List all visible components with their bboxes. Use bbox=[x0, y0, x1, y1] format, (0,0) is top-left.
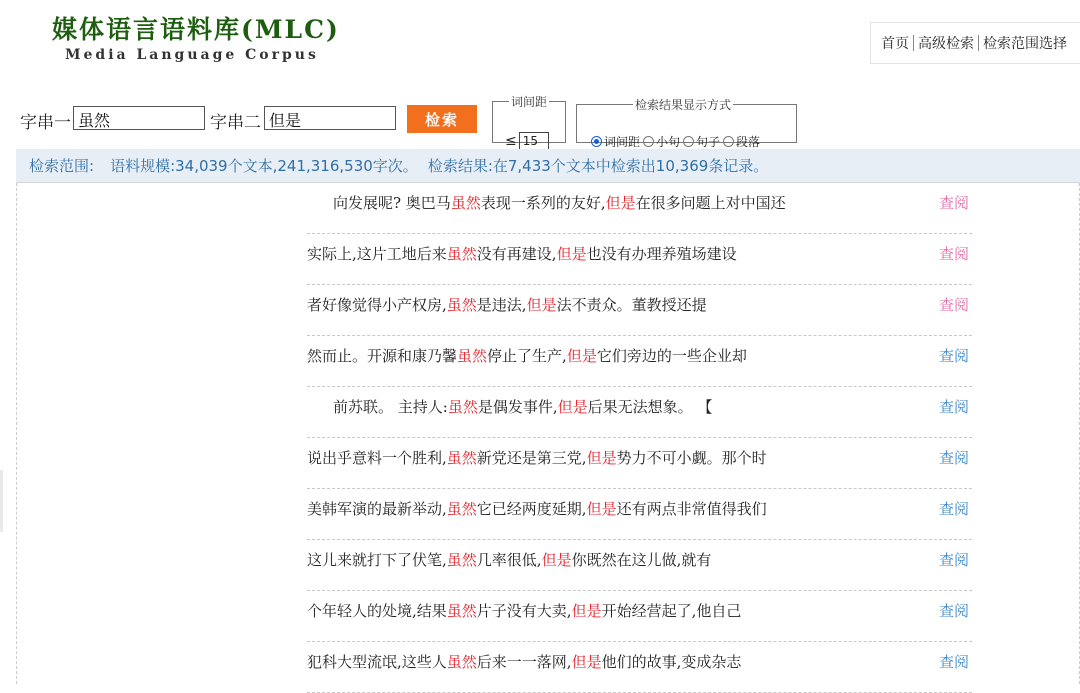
distance-group bbox=[492, 93, 566, 149]
keyword-1: 虽然 bbox=[446, 448, 477, 467]
search-button[interactable]: 检索 bbox=[407, 105, 477, 133]
context-after: 势力不可小觑。那个时 bbox=[616, 448, 767, 467]
string1-input[interactable]: 虽然 bbox=[73, 106, 205, 130]
concordance-line bbox=[307, 234, 737, 272]
result-summary: 检索结果:在7,433个文本中检索出10,369条记录。 bbox=[427, 157, 769, 175]
result-row bbox=[307, 438, 972, 489]
concordance-line bbox=[307, 489, 767, 527]
radio-selected-icon[interactable] bbox=[591, 136, 602, 147]
nav-scope-select[interactable]: 检索范围选择 bbox=[983, 36, 1067, 52]
keyword-2: 但是 bbox=[526, 295, 557, 314]
scroll-marker bbox=[0, 470, 3, 532]
distance-legend: 词间距 bbox=[511, 95, 548, 109]
keyword-1: 虽然 bbox=[457, 346, 488, 365]
context-after: 开始经营起了,他自己 bbox=[601, 601, 742, 620]
view-link[interactable]: 查阅 bbox=[939, 346, 970, 365]
context-before: 者好像觉得小产权房, bbox=[307, 295, 447, 314]
keyword-2: 但是 bbox=[571, 601, 602, 620]
view-link[interactable]: 查阅 bbox=[939, 295, 970, 314]
nav-home[interactable]: 首页 bbox=[881, 36, 909, 52]
context-after: 也没有办理养殖场建设 bbox=[586, 244, 737, 263]
view-link[interactable]: 查阅 bbox=[939, 397, 970, 416]
context-before: 前苏联。 主持人: bbox=[333, 397, 448, 416]
result-row bbox=[307, 285, 972, 336]
context-before: 美韩军演的最新举动, bbox=[307, 499, 447, 518]
status-bar bbox=[16, 149, 1080, 183]
keyword-2: 但是 bbox=[571, 652, 602, 671]
context-middle: 表现一系列的友好, bbox=[480, 193, 606, 212]
context-middle: 它已经两度延期, bbox=[476, 499, 587, 518]
corpus-scale: 语料规模:34,039个文本,241,316,530字次。 bbox=[110, 157, 418, 175]
logo-subtitle: Media Language Corpus bbox=[65, 47, 319, 63]
results-list bbox=[307, 183, 972, 693]
view-link[interactable]: 查阅 bbox=[939, 244, 970, 263]
keyword-2: 但是 bbox=[566, 346, 597, 365]
logo-title: 媒体语言语料库(MLC) bbox=[52, 15, 340, 44]
view-link[interactable]: 查阅 bbox=[939, 601, 970, 620]
nav-separator bbox=[978, 35, 979, 51]
result-row bbox=[307, 183, 972, 234]
display-mode-legend: 检索结果显示方式 bbox=[635, 98, 732, 112]
display-mode-group bbox=[576, 96, 797, 149]
context-before: 向发展呢? 奥巴马 bbox=[333, 193, 451, 212]
radio-distance[interactable]: 词间距 bbox=[591, 133, 640, 150]
keyword-2: 但是 bbox=[541, 550, 572, 569]
concordance-line bbox=[333, 183, 786, 221]
context-after: 后果无法想象。 【 bbox=[587, 397, 713, 416]
context-after: 他们的故事,变成杂志 bbox=[601, 652, 742, 671]
context-middle: 停止了生产, bbox=[487, 346, 567, 365]
keyword-2: 但是 bbox=[557, 397, 588, 416]
context-before: 然而止。开源和康乃馨 bbox=[307, 346, 458, 365]
context-after: 法不责众。董教授还提 bbox=[556, 295, 707, 314]
result-row bbox=[307, 489, 972, 540]
keyword-2: 但是 bbox=[586, 499, 617, 518]
result-row bbox=[307, 336, 972, 387]
radio-sentence[interactable]: 句子 bbox=[683, 133, 720, 150]
view-link[interactable]: 查阅 bbox=[939, 550, 970, 569]
context-after: 它们旁边的一些企业却 bbox=[596, 346, 747, 365]
string2-label: 字串二 bbox=[210, 113, 261, 133]
keyword-2: 但是 bbox=[586, 448, 617, 467]
keyword-2: 但是 bbox=[556, 244, 587, 263]
context-middle: 几率很低, bbox=[476, 550, 542, 569]
concordance-line bbox=[307, 591, 741, 629]
radio-empty-icon[interactable] bbox=[723, 136, 734, 147]
context-before: 实际上,这片工地后来 bbox=[307, 244, 447, 263]
context-before: 犯科大型流氓,这些人 bbox=[307, 652, 447, 671]
concordance-line bbox=[307, 642, 741, 680]
radio-clause[interactable]: 小句 bbox=[643, 133, 680, 150]
radio-empty-icon[interactable] bbox=[643, 136, 654, 147]
keyword-1: 虽然 bbox=[446, 601, 477, 620]
result-row bbox=[307, 642, 972, 693]
view-link[interactable]: 查阅 bbox=[939, 499, 970, 518]
distance-input[interactable]: 15 bbox=[519, 132, 549, 150]
keyword-1: 虽然 bbox=[450, 193, 481, 212]
result-row bbox=[307, 234, 972, 285]
keyword-2: 但是 bbox=[605, 193, 636, 212]
string2-input[interactable]: 但是 bbox=[264, 106, 396, 130]
concordance-line bbox=[307, 438, 767, 476]
distance-operator: ≤ bbox=[505, 133, 517, 149]
view-link[interactable]: 查阅 bbox=[939, 652, 970, 671]
context-after: 还有两点非常值得我们 bbox=[616, 499, 767, 518]
keyword-1: 虽然 bbox=[447, 397, 478, 416]
concordance-line bbox=[307, 285, 707, 323]
keyword-1: 虽然 bbox=[446, 295, 477, 314]
context-middle: 后来一一落网, bbox=[476, 652, 572, 671]
keyword-1: 虽然 bbox=[446, 244, 477, 263]
concordance-line bbox=[333, 387, 712, 425]
context-before: 这儿来就打下了伏笔, bbox=[307, 550, 447, 569]
concordance-line bbox=[307, 336, 747, 374]
concordance-line bbox=[307, 540, 711, 578]
site-logo[interactable] bbox=[52, 14, 340, 64]
keyword-1: 虽然 bbox=[446, 550, 477, 569]
result-row bbox=[307, 591, 972, 642]
result-row bbox=[307, 540, 972, 591]
result-row bbox=[307, 387, 972, 438]
nav-separator bbox=[913, 35, 914, 51]
context-middle: 片子没有大卖, bbox=[476, 601, 572, 620]
context-middle: 没有再建设, bbox=[476, 244, 557, 263]
string1-label: 字串一 bbox=[20, 113, 71, 133]
search-bar bbox=[20, 95, 1080, 149]
context-middle: 是违法, bbox=[476, 295, 527, 314]
keyword-1: 虽然 bbox=[446, 499, 477, 518]
top-nav bbox=[870, 22, 1080, 64]
context-before: 个年轻人的处境,结果 bbox=[307, 601, 447, 620]
radio-paragraph[interactable]: 段落 bbox=[723, 133, 760, 150]
radio-empty-icon[interactable] bbox=[683, 136, 694, 147]
keyword-1: 虽然 bbox=[446, 652, 477, 671]
nav-advanced-search[interactable]: 高级检索 bbox=[918, 36, 974, 52]
view-link[interactable]: 查阅 bbox=[939, 448, 970, 467]
scope-label: 检索范围: bbox=[29, 157, 95, 175]
context-middle: 新党还是第三党, bbox=[476, 448, 587, 467]
view-link[interactable]: 查阅 bbox=[939, 193, 970, 212]
context-after: 你既然在这儿做,就有 bbox=[571, 550, 712, 569]
context-middle: 是偶发事件, bbox=[477, 397, 558, 416]
context-after: 在很多问题上对中国还 bbox=[635, 193, 786, 212]
context-before: 说出乎意料一个胜利, bbox=[307, 448, 447, 467]
